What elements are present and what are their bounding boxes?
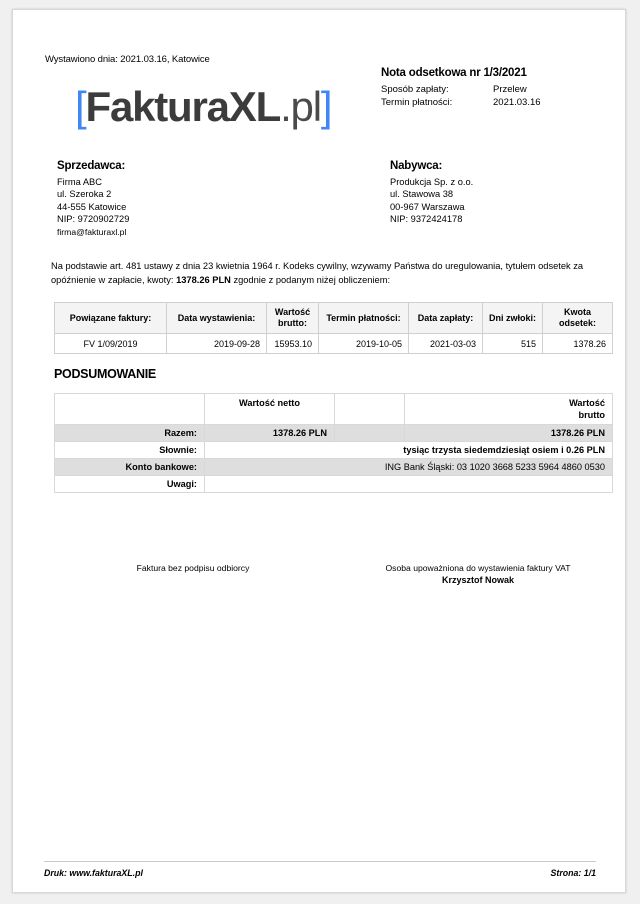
summary-label-total: Razem: (55, 425, 205, 442)
document-meta (381, 67, 603, 109)
summary-value-gross-total: 1378.26 PLN (405, 425, 613, 442)
summary-value-in-words: tysiąc trzysta siedemdziesiąt osiem i 0.26 PLN (205, 442, 613, 459)
signature-recipient-caption: Faktura bez podpisu odbiorcy (136, 563, 250, 573)
seller-heading: Sprzedawca: (57, 160, 126, 172)
summary-row-total (55, 425, 613, 442)
legal-amount: 1378.26 PLN (176, 274, 231, 285)
col-header-gross-value: Wartość brutto: (267, 303, 319, 334)
col-header-due-date: Termin płatności: (319, 303, 409, 334)
summary-value-net-total: 1378.26 PLN (205, 425, 335, 442)
document-content (13, 10, 625, 892)
summary-header-gross-line1: Wartość (569, 398, 605, 408)
issue-date-line: Wystawiono dnia: 2021.03.16, Katowice (45, 54, 210, 65)
summary-value-bank-account: ING Bank Śląski: 03 1020 3668 5233 5964 4860 0530 (205, 459, 613, 476)
logo-main-text: FakturaXL (85, 83, 281, 130)
col-header-related-invoices: Powiązane faktury: (55, 303, 167, 334)
cell-days-late: 515 (483, 334, 543, 354)
summary-row-notes (55, 476, 613, 493)
summary-header-gross (405, 394, 613, 425)
seller-email: firma@fakturaxl.pl (57, 226, 127, 237)
col-header-payment-date: Data zapłaty: (409, 303, 483, 334)
cell-payment-date: 2021-03-03 (409, 334, 483, 354)
summary-label-bank-account: Konto bankowe: (55, 459, 205, 476)
buyer-line: ul. Stawowa 38 (390, 189, 454, 200)
page-footer (44, 868, 596, 878)
seller-line: ul. Szeroka 2 (57, 189, 112, 200)
summary-header-row (55, 394, 613, 425)
buyer-line: 00-967 Warszawa (390, 201, 465, 212)
meta-row-payment-term (381, 96, 603, 109)
buyer-line: Produkcja Sp. z o.o. (390, 176, 474, 187)
meta-value: Przelew (493, 84, 527, 95)
buyer-heading: Nabywca: (390, 160, 443, 172)
col-header-issue-date: Data wystawienia: (167, 303, 267, 334)
footer-page-number: Strona: 1/1 (550, 868, 596, 878)
buyer-nip: NIP: 9372424178 (390, 214, 463, 225)
seller-line: Firma ABC (57, 176, 102, 187)
legal-text-part2: zgodnie z podanym niżej obliczeniem: (230, 274, 391, 285)
related-invoices-table (54, 302, 613, 354)
meta-label: Termin płatności: (381, 97, 453, 108)
col-header-interest-amount: Kwota odsetek: (543, 303, 613, 334)
summary-label-in-words: Słownie: (55, 442, 205, 459)
footer-print-source: Druk: www.fakturaXL.pl (44, 868, 143, 878)
cell-invoice-number: FV 1/09/2019 (55, 334, 167, 354)
summary-header-blank2 (335, 394, 405, 425)
summary-table (54, 393, 613, 493)
legal-paragraph (51, 260, 616, 287)
logo-bracket-open-icon: [ (75, 83, 86, 130)
cell-issue-date: 2019-09-28 (167, 334, 267, 354)
fakturaxl-logo (75, 83, 332, 130)
meta-label: Sposób zapłaty: (381, 84, 449, 95)
document-title: Nota odsetkowa nr 1/3/2021 (381, 67, 527, 79)
summary-spacer-cell (335, 425, 405, 442)
table-row (55, 334, 613, 354)
summary-row-in-words (55, 442, 613, 459)
meta-value: 2021.03.16 (493, 97, 541, 108)
col-header-days-late: Dni zwłoki: (483, 303, 543, 334)
cell-due-date: 2019-10-05 (319, 334, 409, 354)
logo-tld-text: .pl (280, 83, 321, 130)
meta-row-payment-method (381, 83, 603, 96)
summary-row-bank-account (55, 459, 613, 476)
signature-issuer-caption: Osoba upoważniona do wystawienia faktury VAT (385, 563, 571, 573)
summary-header-net: Wartość netto (205, 394, 335, 425)
cell-interest-amount: 1378.26 (543, 334, 613, 354)
summary-value-notes (205, 476, 613, 493)
table-header-row (55, 303, 613, 334)
seller-nip: NIP: 9720902729 (57, 214, 130, 225)
signature-recipient (98, 562, 288, 574)
summary-header-blank (55, 394, 205, 425)
seller-block (57, 160, 307, 239)
seller-line: 44-555 Katowice (57, 201, 127, 212)
signature-issuer-name: Krzysztof Nowak (441, 575, 514, 585)
cell-gross-value: 15953.10 (267, 334, 319, 354)
summary-header-gross-line2: brutto (578, 409, 605, 420)
logo-bracket-close-icon: ] (320, 83, 332, 130)
summary-label-notes: Uwagi: (55, 476, 205, 493)
legal-text-part1: Na podstawie art. 481 ustawy z dnia 23 kwietnia 1964 r. Kodeks cywilny, wzywamy Państwa do uregulowania, tytułem odsetek za opóźnienie w zapłacie, kwoty: (51, 261, 584, 285)
signature-issuer (358, 562, 598, 586)
summary-heading: PODSUMOWANIE (54, 367, 156, 381)
buyer-block (390, 160, 610, 226)
footer-divider (44, 861, 596, 862)
document-page (12, 9, 626, 893)
